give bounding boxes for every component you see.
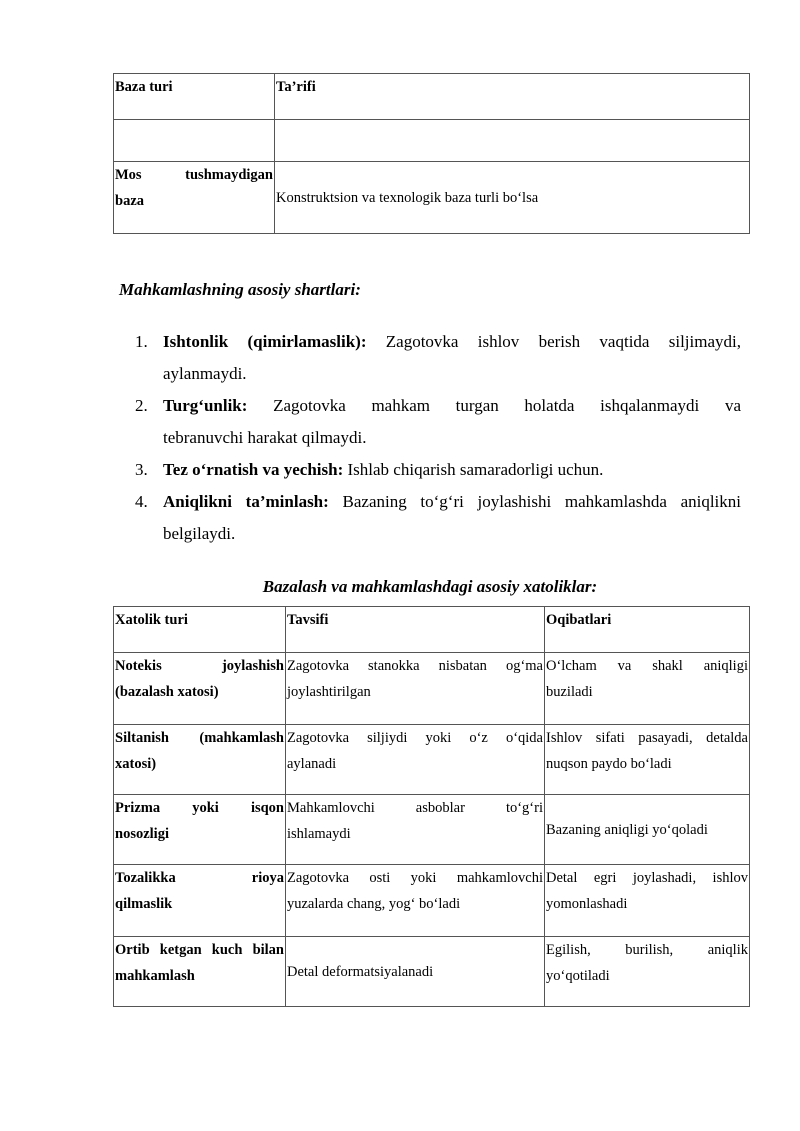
base-types-table [113, 73, 750, 234]
empty-cell [114, 120, 275, 162]
list-item [135, 326, 741, 390]
conditions-list [135, 326, 741, 550]
item-line: tebranuvchi harakat qilmaydi. [163, 428, 367, 447]
table-header-row [114, 607, 750, 653]
description-cell [286, 865, 545, 937]
empty-cell [275, 120, 750, 162]
item-term: Turg‘unlik: [163, 396, 248, 415]
item-line: aylanmaydi. [163, 364, 247, 383]
error-type-cell [114, 937, 286, 1007]
cell-line: Zagotovka siljiydi yoki o‘z o‘qida [287, 730, 543, 746]
item-term: Tez o‘rnatish va yechish: [163, 460, 344, 479]
item-text: Bazaning to‘g‘ri joylashishi mahkamlashda aniqlikni [328, 492, 742, 511]
list-item [135, 454, 741, 486]
item-text: Zagotovka ishlov berish vaqtida siljimaydi, [366, 332, 741, 351]
item-line: belgilaydi. [163, 524, 236, 543]
table-row [114, 162, 750, 234]
error-type-cell [114, 653, 286, 725]
cell-line: yo‘qotiladi [546, 968, 610, 984]
cell-line: Siltanish (mahkamlash [115, 730, 284, 746]
description-cell [286, 725, 545, 795]
table-row [114, 653, 750, 725]
description-cell: Detal deformatsiyalanadi [286, 937, 545, 1007]
error-type-cell [114, 725, 286, 795]
table-row [114, 865, 750, 937]
cell-line: nuqson paydo bo‘ladi [546, 756, 672, 772]
item-line [163, 390, 741, 422]
cell-line: Zagotovka stanokka nisbatan og‘ma [287, 658, 543, 674]
cell-line: Detal egri joylashadi, ishlov [546, 870, 748, 886]
table-row [114, 937, 750, 1007]
errors-table [113, 606, 750, 1007]
cell-line: baza [115, 193, 144, 209]
base-type-cell [114, 162, 275, 234]
cell-line: Mos tushmaydigan [115, 167, 273, 183]
cell-line: nosozligi [115, 826, 169, 842]
consequence-cell [545, 937, 750, 1007]
cell-line: joylashtirilgan [287, 684, 371, 700]
cell-line: Zagotovka osti yoki mahkamlovchi [287, 870, 543, 886]
item-line [163, 454, 741, 486]
cell-line: (bazalash xatosi) [115, 684, 219, 700]
item-number: 2. [135, 396, 148, 415]
consequence-cell [545, 653, 750, 725]
consequence-cell [545, 865, 750, 937]
header-cell-error-type: Xatolik turi [114, 607, 286, 653]
cell-line: Egilish, burilish, aniqlik [546, 942, 748, 958]
item-term: Ishtonlik (qimirlamaslik): [163, 332, 367, 351]
error-type-cell [114, 865, 286, 937]
item-text: Ishlab chiqarish samaradorligi uchun. [343, 460, 604, 479]
cell-line: buziladi [546, 684, 593, 700]
list-item [135, 486, 741, 550]
item-line [163, 486, 741, 518]
cell-line: yomonlashadi [546, 896, 628, 912]
conditions-heading: Mahkamlashning asosiy shartlari: [119, 280, 361, 299]
table-row [114, 120, 750, 162]
cell-line: aylanadi [287, 756, 337, 772]
definition-cell: Konstruktsion va texnologik baza turli bo‘lsa [275, 162, 750, 234]
description-cell [286, 653, 545, 725]
table-header-row [114, 74, 750, 120]
cell-line: xatosi) [115, 756, 157, 772]
cell-line: qilmaslik [115, 896, 173, 912]
header-cell-definition: Ta’rifi [275, 74, 750, 120]
cell-line: Ishlov sifati pasayadi, detalda [546, 730, 748, 746]
item-text: Zagotovka mahkam turgan holatda ishqalanmaydi va [247, 396, 741, 415]
errors-heading: Bazalash va mahkamlashdagi asosiy xatoliklar: [262, 577, 598, 596]
cell-line: Tozalikka rioya [115, 870, 284, 886]
header-cell-description: Tavsifi [286, 607, 545, 653]
cell-line: Prizma yoki isqon [115, 800, 284, 816]
cell-line: mahkamlash [115, 968, 195, 984]
item-term: Aniqlikni ta’minlash: [163, 492, 329, 511]
cell-line: O‘lcham va shakl aniqligi [546, 658, 748, 674]
item-number: 4. [135, 492, 148, 511]
list-item [135, 390, 741, 454]
cell-line: Notekis joylashish [115, 658, 284, 674]
table-row [114, 725, 750, 795]
item-number: 1. [135, 332, 148, 351]
header-cell-base-type: Baza turi [114, 74, 275, 120]
error-type-cell [114, 795, 286, 865]
header-cell-consequences: Oqibatlari [545, 607, 750, 653]
table-row [114, 795, 750, 865]
consequence-cell: Bazaning aniqligi yo‘qoladi [545, 795, 750, 865]
cell-line: Mahkamlovchi asboblar to‘g‘ri [287, 800, 543, 816]
cell-line: yuzalarda chang, yog‘ bo‘ladi [287, 896, 461, 912]
item-line [163, 326, 741, 358]
description-cell [286, 795, 545, 865]
cell-line: ishlamaydi [287, 826, 351, 842]
item-number: 3. [135, 460, 148, 479]
consequence-cell [545, 725, 750, 795]
cell-line: Ortib ketgan kuch bilan [115, 942, 284, 958]
